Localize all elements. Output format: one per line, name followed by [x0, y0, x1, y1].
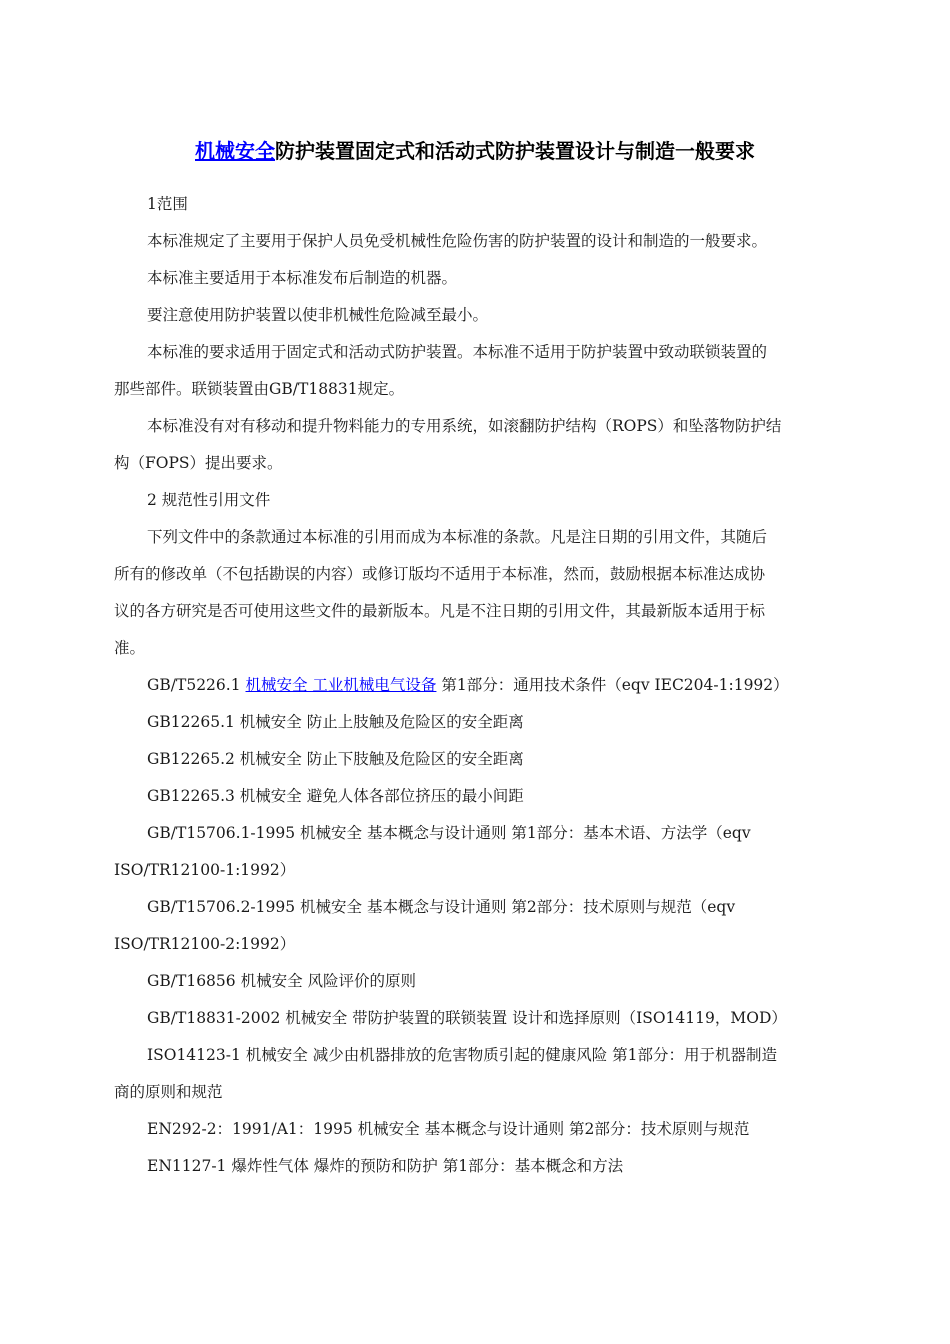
- section-heading-references: 2 规范性引用文件: [147, 491, 271, 509]
- reference-item: GB/T15706.2-1995 机械安全 基本概念与设计通则 第2部分：技术原则与规范（eqv: [147, 898, 736, 916]
- paragraph-line: 构（FOPS）提出要求。: [114, 454, 283, 472]
- reference-item-continuation: 商的原则和规范: [114, 1083, 223, 1101]
- paragraph-continuation: [114, 371, 826, 408]
- reference-item: GB12265.3 机械安全 避免人体各部位挤压的最小间距: [147, 787, 524, 805]
- document-title: [0, 136, 950, 166]
- paragraph-line: 下列文件中的条款通过本标准的引用而成为本标准的条款。凡是注日期的引用文件，其随后: [147, 528, 768, 546]
- reference-item: GB/T18831-2002 机械安全 带防护装置的联锁装置 设计和选择原则（ISO14119，MOD）: [147, 1009, 787, 1027]
- reference-item-continuation: ISO/TR12100-1:1992）: [114, 861, 296, 879]
- reference-rest: 第1部分：通用技术条件（eqv IEC204-1:1992）: [436, 676, 789, 694]
- reference-item: GB/T16856 机械安全 风险评价的原则: [147, 972, 416, 990]
- paragraph-continuation: [114, 556, 826, 593]
- paragraph-continuation: [114, 593, 826, 630]
- paragraph-line: 那些部件。联锁装置由GB/T18831规定。: [114, 380, 405, 398]
- paragraph-line: 所有的修改单（不包括勘误的内容）或修订版均不适用于本标准，然而，鼓励根据本标准达成协: [114, 565, 766, 583]
- paragraph: [114, 334, 826, 371]
- reference-item: EN1127-1 爆炸性气体 爆炸的预防和防护 第1部分：基本概念和方法: [147, 1157, 624, 1175]
- reference-link[interactable]: 机械安全 工业机械电气设备: [245, 676, 437, 694]
- document-body: [114, 186, 826, 1185]
- paragraph-line: 本标准的要求适用于固定式和活动式防护装置。本标准不适用于防护装置中致动联锁装置的: [147, 343, 768, 361]
- paragraph-line: 本标准没有对有移动和提升物料能力的专用系统，如滚翻防护结构（ROPS）和坠落物防护结: [147, 417, 782, 435]
- paragraph-line: 议的各方研究是否可使用这些文件的最新版本。凡是不注日期的引用文件，其最新版本适用于标: [114, 602, 766, 620]
- paragraph: 要注意使用防护装置以使非机械性危险减至最小。: [147, 306, 489, 324]
- paragraph: [114, 519, 826, 556]
- paragraph-line: 准。: [114, 639, 146, 657]
- section-heading-scope: 1范围: [147, 195, 188, 213]
- paragraph: [114, 408, 826, 445]
- reference-item: EN292-2：1991/A1：1995 机械安全 基本概念与设计通则 第2部分：技术原则与规范: [147, 1120, 750, 1138]
- reference-gbt5226: [114, 667, 826, 704]
- paragraph: 本标准规定了主要用于保护人员免受机械性危险伤害的防护装置的设计和制造的一般要求。: [147, 232, 768, 250]
- paragraph-continuation: [114, 445, 826, 482]
- title-text: 防护装置固定式和活动式防护装置设计与制造一般要求: [275, 139, 755, 163]
- reference-item: GB12265.1 机械安全 防止上肢触及危险区的安全距离: [147, 713, 524, 731]
- reference-item-continuation: ISO/TR12100-2:1992）: [114, 935, 296, 953]
- reference-item: GB12265.2 机械安全 防止下肢触及危险区的安全距离: [147, 750, 524, 768]
- reference-item: GB/T15706.1-1995 机械安全 基本概念与设计通则 第1部分：基本术语、方法学（eqv: [147, 824, 751, 842]
- reference-code: GB/T5226.1: [147, 676, 246, 694]
- title-link[interactable]: 机械安全: [195, 139, 275, 163]
- reference-item: ISO14123-1 机械安全 减少由机器排放的危害物质引起的健康风险 第1部分：用于机器制造: [147, 1046, 778, 1064]
- paragraph: 本标准主要适用于本标准发布后制造的机器。: [147, 269, 458, 287]
- paragraph-continuation: [114, 630, 826, 667]
